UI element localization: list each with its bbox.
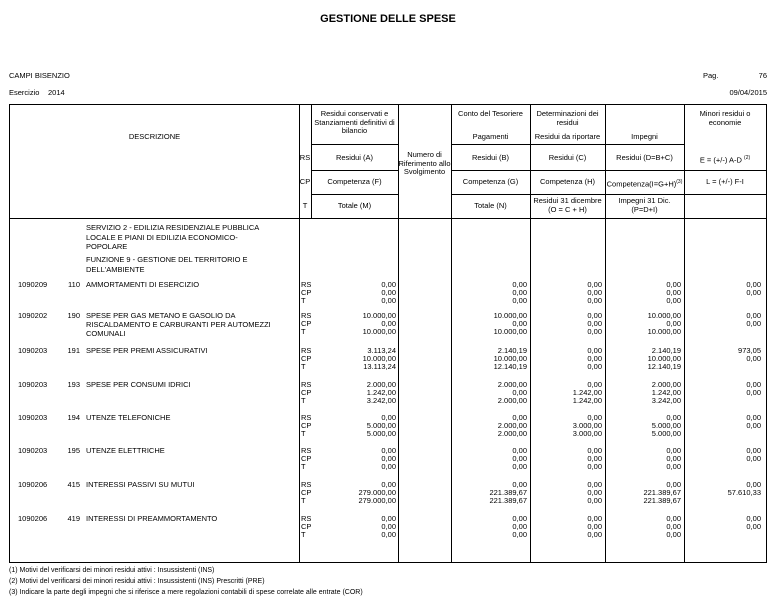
cell-n: 2.000,00 bbox=[497, 421, 527, 430]
numero-rif-header: Numero di Riferimento allo Svolgimento bbox=[398, 150, 451, 176]
row-description: UTENZE TELEFONICHE bbox=[86, 413, 171, 422]
residui-b-header: Residui (B) bbox=[471, 153, 510, 162]
cell-q: 0,00 bbox=[746, 421, 761, 430]
cell-o: 0,00 bbox=[587, 354, 602, 363]
cell-m: 0,00 bbox=[381, 462, 396, 471]
cell-p: 10.000,00 bbox=[647, 311, 681, 320]
row-number: 194 bbox=[67, 413, 80, 422]
row-code: 1090206 bbox=[18, 480, 48, 489]
cell-p: 0,00 bbox=[666, 462, 681, 471]
page-number: 76 bbox=[758, 71, 767, 80]
e-footnote-ref: (2) bbox=[744, 155, 751, 161]
impegni-header: Impegni bbox=[631, 132, 658, 141]
row-description: AMMORTAMENTI DI ESERCIZIO bbox=[86, 280, 200, 289]
cell-m: 0,00 bbox=[381, 413, 396, 422]
cell-p: 5.000,00 bbox=[651, 429, 681, 438]
row-description: INTERESSI DI PREAMMORTAMENTO bbox=[86, 514, 218, 523]
row-cp-label: CP bbox=[301, 522, 312, 531]
totale-m-header: Totale (M) bbox=[337, 201, 372, 210]
cell-p: 0,00 bbox=[666, 296, 681, 305]
cell-n: 221.389,67 bbox=[489, 488, 527, 497]
cell-o: 0,00 bbox=[587, 496, 602, 505]
cell-m: 10.000,00 bbox=[362, 327, 396, 336]
cell-n: 0,00 bbox=[512, 280, 527, 289]
cell-m: 0,00 bbox=[381, 296, 396, 305]
cell-n: 2.000,00 bbox=[497, 380, 527, 389]
cell-o: 1.242,00 bbox=[572, 388, 602, 397]
e-formula-header bbox=[684, 154, 766, 165]
cell-q: 0,00 bbox=[746, 413, 761, 422]
cell-o: 0,00 bbox=[587, 522, 602, 531]
row-code: 1090203 bbox=[18, 446, 48, 455]
row-rs-label: RS bbox=[301, 480, 312, 489]
t-label: T bbox=[302, 201, 308, 210]
cell-m: 3.242,00 bbox=[366, 396, 396, 405]
report-date: 09/04/2015 bbox=[729, 88, 767, 97]
cell-n: 2.000,00 bbox=[497, 396, 527, 405]
cell-n: 0,00 bbox=[512, 514, 527, 523]
row-code: 1090209 bbox=[18, 280, 48, 289]
cell-q: 0,00 bbox=[746, 380, 761, 389]
cell-m: 0,00 bbox=[381, 480, 396, 489]
cell-n: 0,00 bbox=[512, 388, 527, 397]
cell-m: 0,00 bbox=[381, 530, 396, 539]
cell-n: 10.000,00 bbox=[493, 327, 527, 336]
servizio-heading: SERVIZIO 2 - EDILIZIA RESIDENZIALE PUBBLICA LOCALE E PIANI DI EDILIZIA ECONOMICO-POPOLARE bbox=[86, 223, 259, 251]
competenza-i-text: Competenza(I=G+H) bbox=[606, 179, 677, 189]
cell-m: 0,00 bbox=[381, 280, 396, 289]
cell-q: 57.610,33 bbox=[727, 488, 761, 497]
cell-m: 0,00 bbox=[381, 288, 396, 297]
row-t-label: T bbox=[301, 296, 306, 305]
cell-p: 0,00 bbox=[666, 530, 681, 539]
cell-n: 0,00 bbox=[512, 446, 527, 455]
conto-tesoriere-header: Conto del Tesoriere bbox=[458, 109, 523, 118]
cell-m: 0,00 bbox=[381, 446, 396, 455]
cell-o: 0,00 bbox=[587, 280, 602, 289]
cell-o: 0,00 bbox=[587, 454, 602, 463]
cell-q: 0,00 bbox=[746, 480, 761, 489]
competenza-i-header bbox=[605, 178, 684, 189]
row-t-label: T bbox=[301, 327, 306, 336]
cell-p: 0,00 bbox=[666, 480, 681, 489]
row-cp-label: CP bbox=[301, 488, 312, 497]
cell-n: 0,00 bbox=[512, 462, 527, 471]
i-footnote-ref: (3) bbox=[676, 179, 683, 185]
row-rs-label: RS bbox=[301, 346, 312, 355]
row-code: 1090203 bbox=[18, 413, 48, 422]
footnote-1: (1) Motivi del verificarsi dei minori residui attivi : Insussistenti (INS) bbox=[9, 567, 215, 574]
cell-m: 10.000,00 bbox=[362, 354, 396, 363]
cell-p: 0,00 bbox=[666, 413, 681, 422]
cell-q: 0,00 bbox=[746, 280, 761, 289]
ente-name: CAMPI BISENZIO bbox=[9, 71, 70, 80]
cell-q: 973,05 bbox=[738, 346, 761, 355]
cell-m: 279.000,00 bbox=[358, 488, 396, 497]
cell-o: 0,00 bbox=[587, 362, 602, 371]
cell-p: 10.000,00 bbox=[647, 354, 681, 363]
row-rs-label: RS bbox=[301, 280, 312, 289]
cell-o: 0,00 bbox=[587, 296, 602, 305]
cell-o: 3.000,00 bbox=[572, 429, 602, 438]
cell-n: 10.000,00 bbox=[493, 354, 527, 363]
cell-q: 0,00 bbox=[746, 454, 761, 463]
cell-p: 221.389,67 bbox=[643, 488, 681, 497]
e-formula-text: E = (+/-) A-D bbox=[699, 155, 742, 165]
cell-q: 0,00 bbox=[746, 354, 761, 363]
cell-m: 2.000,00 bbox=[366, 380, 396, 389]
cell-q: 0,00 bbox=[746, 288, 761, 297]
cell-p: 1.242,00 bbox=[651, 388, 681, 397]
row-number: 415 bbox=[67, 480, 80, 489]
row-number: 193 bbox=[67, 380, 80, 389]
row-rs-label: RS bbox=[301, 311, 312, 320]
cell-p: 10.000,00 bbox=[647, 327, 681, 336]
l-formula-header: L = (+/-) F-I bbox=[706, 177, 744, 186]
totale-n-header: Totale (N) bbox=[474, 201, 507, 210]
cell-p: 0,00 bbox=[666, 446, 681, 455]
cell-n: 0,00 bbox=[512, 454, 527, 463]
cell-o: 0,00 bbox=[587, 530, 602, 539]
spese-table bbox=[9, 104, 767, 563]
cell-n: 221.389,67 bbox=[489, 496, 527, 505]
cell-n: 0,00 bbox=[512, 530, 527, 539]
cell-o: 0,00 bbox=[587, 462, 602, 471]
residui-riportare-header: Residui da riportare bbox=[534, 132, 601, 141]
cell-p: 0,00 bbox=[666, 288, 681, 297]
cell-m: 0,00 bbox=[381, 522, 396, 531]
descrizione-header: DESCRIZIONE bbox=[128, 132, 181, 141]
determinazioni-header: Determinazioni dei residui bbox=[536, 109, 599, 127]
row-t-label: T bbox=[301, 530, 306, 539]
cell-n: 0,00 bbox=[512, 522, 527, 531]
page-title: GESTIONE DELLE SPESE bbox=[320, 13, 456, 25]
row-number: 419 bbox=[67, 514, 80, 523]
cell-n: 12.140,19 bbox=[493, 362, 527, 371]
cell-o: 0,00 bbox=[587, 327, 602, 336]
row-cp-label: CP bbox=[301, 388, 312, 397]
cell-n: 0,00 bbox=[512, 319, 527, 328]
competenza-h-header: Competenza (H) bbox=[539, 177, 596, 186]
minori-residui-header: Minori residui o economie bbox=[699, 109, 751, 127]
cell-n: 2.140,19 bbox=[497, 346, 527, 355]
cell-p: 221.389,67 bbox=[643, 496, 681, 505]
cell-m: 279.000,00 bbox=[358, 496, 396, 505]
residui-conservati-header: Residui conservati e Stanziamenti definitivi di bilancio bbox=[314, 109, 395, 135]
row-rs-label: RS bbox=[301, 380, 312, 389]
cell-m: 5.000,00 bbox=[366, 429, 396, 438]
residui-a-header: Residui (A) bbox=[335, 153, 374, 162]
cell-n: 0,00 bbox=[512, 480, 527, 489]
cell-p: 0,00 bbox=[666, 514, 681, 523]
row-rs-label: RS bbox=[301, 514, 312, 523]
cell-m: 0,00 bbox=[381, 514, 396, 523]
cell-m: 0,00 bbox=[381, 319, 396, 328]
row-description: INTERESSI PASSIVI SU MUTUI bbox=[86, 480, 195, 489]
cell-q: 0,00 bbox=[746, 514, 761, 523]
row-number: 195 bbox=[67, 446, 80, 455]
competenza-g-header: Competenza (G) bbox=[462, 177, 519, 186]
cell-p: 0,00 bbox=[666, 522, 681, 531]
row-description: SPESE PER PREMI ASSICURATIVI bbox=[86, 346, 208, 355]
cell-o: 0,00 bbox=[587, 319, 602, 328]
row-t-label: T bbox=[301, 429, 306, 438]
cell-p: 12.140,19 bbox=[647, 362, 681, 371]
cell-n: 2.000,00 bbox=[497, 429, 527, 438]
cell-p: 3.242,00 bbox=[651, 396, 681, 405]
cell-m: 5.000,00 bbox=[366, 421, 396, 430]
residui-31-header: Residui 31 dicembre (O = C + H) bbox=[533, 196, 602, 214]
page-label: Pag. bbox=[703, 71, 719, 80]
cell-o: 0,00 bbox=[587, 446, 602, 455]
row-rs-label: RS bbox=[301, 413, 312, 422]
row-description: SPESE PER GAS METANO E GASOLIO DA RISCALDAMENTO E CARBURANTI PER AUTOMEZZI COMUNALI bbox=[86, 311, 271, 338]
row-cp-label: CP bbox=[301, 421, 312, 430]
cell-n: 0,00 bbox=[512, 413, 527, 422]
cell-p: 0,00 bbox=[666, 319, 681, 328]
row-number: 191 bbox=[67, 346, 80, 355]
cell-q: 0,00 bbox=[746, 319, 761, 328]
row-cp-label: CP bbox=[301, 288, 312, 297]
cell-o: 3.000,00 bbox=[572, 421, 602, 430]
rs-label: RS bbox=[299, 153, 311, 162]
footnote-3: (3) Indicare la parte degli impegni che si riferisce a mere regolazioni contabili di spese correlate alle entrate (COR) bbox=[9, 589, 363, 596]
cell-o: 0,00 bbox=[587, 514, 602, 523]
row-number: 110 bbox=[68, 280, 80, 289]
cell-p: 2.140,19 bbox=[651, 346, 681, 355]
cell-m: 10.000,00 bbox=[362, 311, 396, 320]
row-code: 1090206 bbox=[18, 514, 48, 523]
cell-n: 10.000,00 bbox=[493, 311, 527, 320]
row-code: 1090203 bbox=[18, 346, 48, 355]
cell-q: 0,00 bbox=[746, 446, 761, 455]
cell-o: 0,00 bbox=[587, 346, 602, 355]
row-t-label: T bbox=[301, 396, 306, 405]
cell-p: 2.000,00 bbox=[651, 380, 681, 389]
row-description: SPESE PER CONSUMI IDRICI bbox=[86, 380, 191, 389]
row-t-label: T bbox=[301, 462, 306, 471]
competenza-f-header: Competenza (F) bbox=[327, 177, 382, 186]
cell-o: 0,00 bbox=[587, 488, 602, 497]
funzione-heading: FUNZIONE 9 - GESTIONE DEL TERRITORIO E DELL'AMBIENTE bbox=[86, 255, 248, 274]
cell-n: 0,00 bbox=[512, 296, 527, 305]
row-code: 1090203 bbox=[18, 380, 48, 389]
row-cp-label: CP bbox=[301, 354, 312, 363]
cell-q: 0,00 bbox=[746, 311, 761, 320]
cell-m: 1.242,00 bbox=[366, 388, 396, 397]
cp-label: CP bbox=[299, 177, 311, 186]
row-number: 190 bbox=[67, 311, 80, 320]
esercizio-label: Esercizio bbox=[9, 88, 40, 97]
footnote-2: (2) Motivi del verificarsi dei minori residui attivi : Insussistenti (INS) Prescritti (PRE) bbox=[9, 578, 265, 585]
pagamenti-header: Pagamenti bbox=[472, 132, 509, 141]
esercizio-value: 2014 bbox=[48, 88, 65, 97]
row-cp-label: CP bbox=[301, 454, 312, 463]
cell-n: 0,00 bbox=[512, 288, 527, 297]
cell-o: 0,00 bbox=[587, 311, 602, 320]
cell-o: 0,00 bbox=[587, 380, 602, 389]
impegni-31-header: Impegni 31 Dic. (P=D+I) bbox=[618, 196, 671, 214]
cell-p: 0,00 bbox=[666, 280, 681, 289]
cell-q: 0,00 bbox=[746, 388, 761, 397]
row-t-label: T bbox=[301, 496, 306, 505]
residui-d-header: Residui (D=B+C) bbox=[616, 153, 673, 162]
row-cp-label: CP bbox=[301, 319, 312, 328]
row-t-label: T bbox=[301, 362, 306, 371]
cell-m: 13.113,24 bbox=[363, 362, 396, 371]
cell-m: 0,00 bbox=[381, 454, 396, 463]
cell-o: 0,00 bbox=[587, 288, 602, 297]
row-rs-label: RS bbox=[301, 446, 312, 455]
cell-q: 0,00 bbox=[746, 522, 761, 531]
cell-m: 3.113,24 bbox=[367, 346, 396, 355]
cell-o: 1.242,00 bbox=[572, 396, 602, 405]
cell-o: 0,00 bbox=[587, 413, 602, 422]
row-description: UTENZE ELETTRICHE bbox=[86, 446, 165, 455]
residui-c-header: Residui (C) bbox=[548, 153, 587, 162]
cell-p: 5.000,00 bbox=[651, 421, 681, 430]
cell-o: 0,00 bbox=[587, 480, 602, 489]
cell-p: 0,00 bbox=[666, 454, 681, 463]
row-code: 1090202 bbox=[18, 311, 48, 320]
